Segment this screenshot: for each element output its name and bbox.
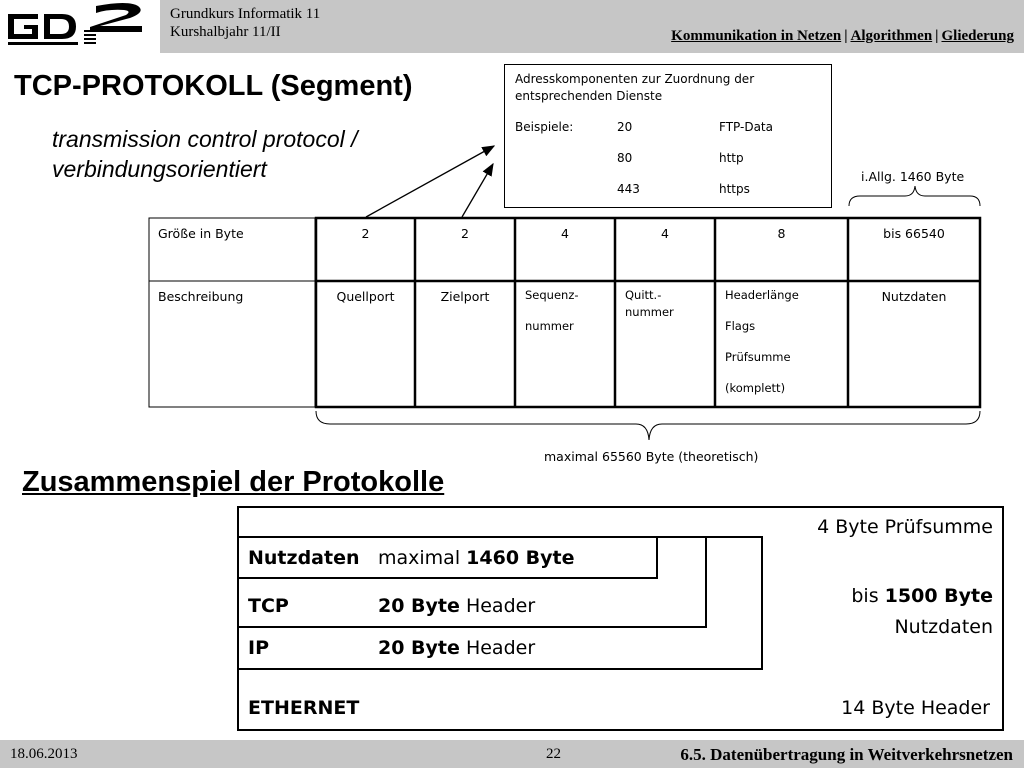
- desc-complete: (komplett): [725, 381, 786, 395]
- row-label-size: Größe in Byte: [158, 226, 244, 241]
- desc-checksum: Prüfsumme: [725, 350, 791, 364]
- desc-ack-1: Quitt.-: [625, 288, 662, 302]
- example-port: 443: [617, 182, 640, 196]
- footer-date: 18.06.2013: [10, 746, 78, 762]
- nav-separator: |: [935, 28, 939, 44]
- course-semester: Kurshalbjahr 11/II: [170, 24, 281, 40]
- tcp-heading: TCP-PROTOKOLL (Segment): [14, 70, 413, 102]
- footer-page-number: 22: [546, 746, 561, 762]
- example-service: https: [719, 182, 750, 196]
- protocol-stack-heading: Zusammenspiel der Protokolle: [22, 466, 445, 498]
- examples-label: Beispiele:: [515, 120, 574, 134]
- nav-link-kommunikation[interactable]: Kommunikation in Netzen: [671, 28, 842, 44]
- ethernet-payload-label: Nutzdaten: [894, 616, 993, 638]
- brace-top: [849, 186, 980, 206]
- brace-top-label: i.Allg. 1460 Byte: [861, 169, 965, 184]
- row-label-description: Beschreibung: [158, 289, 244, 304]
- ip-header-size: 20 Byte Header: [378, 637, 536, 659]
- tcp-subtitle-line1: transmission control protocol /: [52, 126, 358, 152]
- size-header: 8: [777, 226, 786, 241]
- desc-dest-port: Zielport: [440, 289, 490, 304]
- course-title: Grundkurs Informatik 11: [170, 6, 321, 22]
- tcp-name: TCP: [248, 595, 289, 617]
- payload-size: maximal 1460 Byte: [378, 547, 575, 569]
- example-port: 80: [617, 151, 633, 165]
- desc-sequence-2: nummer: [525, 319, 574, 333]
- size-payload: bis 66540: [883, 226, 945, 241]
- tcp-subtitle-line2: verbindungsorientiert: [52, 156, 267, 182]
- size-ack: 4: [661, 226, 669, 241]
- desc-source-port: Quellport: [336, 289, 395, 304]
- desc-payload: Nutzdaten: [881, 289, 947, 304]
- ethernet-name: ETHERNET: [248, 697, 360, 719]
- footer-section-title: 6.5. Datenübertragung in Weitverkehrsnetzen: [680, 745, 1013, 764]
- size-source-port: 2: [361, 226, 370, 241]
- desc-flags: Flags: [725, 319, 756, 333]
- footer-bar: [0, 740, 1024, 768]
- example-service: FTP-Data: [719, 120, 773, 134]
- desc-header-length: Headerlänge: [725, 288, 799, 302]
- brace-bottom: [316, 411, 980, 440]
- desc-ack-2: nummer: [625, 305, 674, 319]
- ethernet-header-size: 14 Byte Header: [841, 697, 990, 719]
- brace-bottom-label: maximal 65560 Byte (theoretisch): [544, 449, 759, 464]
- tcp-header-size: 20 Byte Header: [378, 595, 536, 617]
- payload-name: Nutzdaten: [248, 547, 360, 569]
- size-dest-port: 2: [461, 226, 469, 241]
- address-description: Adresskomponenten zur Zuordnung der entsprechenden Dienste: [515, 72, 755, 103]
- size-sequence: 4: [561, 226, 569, 241]
- desc-sequence-1: Sequenz-: [525, 288, 579, 302]
- example-port: 20: [617, 120, 633, 134]
- ethernet-checksum-label: 4 Byte Prüfsumme: [817, 516, 993, 538]
- ethernet-payload-size: bis 1500 Byte: [851, 585, 993, 607]
- nav-separator: |: [844, 28, 848, 44]
- nav-link-gliederung[interactable]: Gliederung: [941, 28, 1014, 44]
- example-service: http: [719, 151, 744, 165]
- ip-name: IP: [248, 637, 269, 659]
- nav-link-algorithmen[interactable]: Algorithmen: [850, 28, 933, 44]
